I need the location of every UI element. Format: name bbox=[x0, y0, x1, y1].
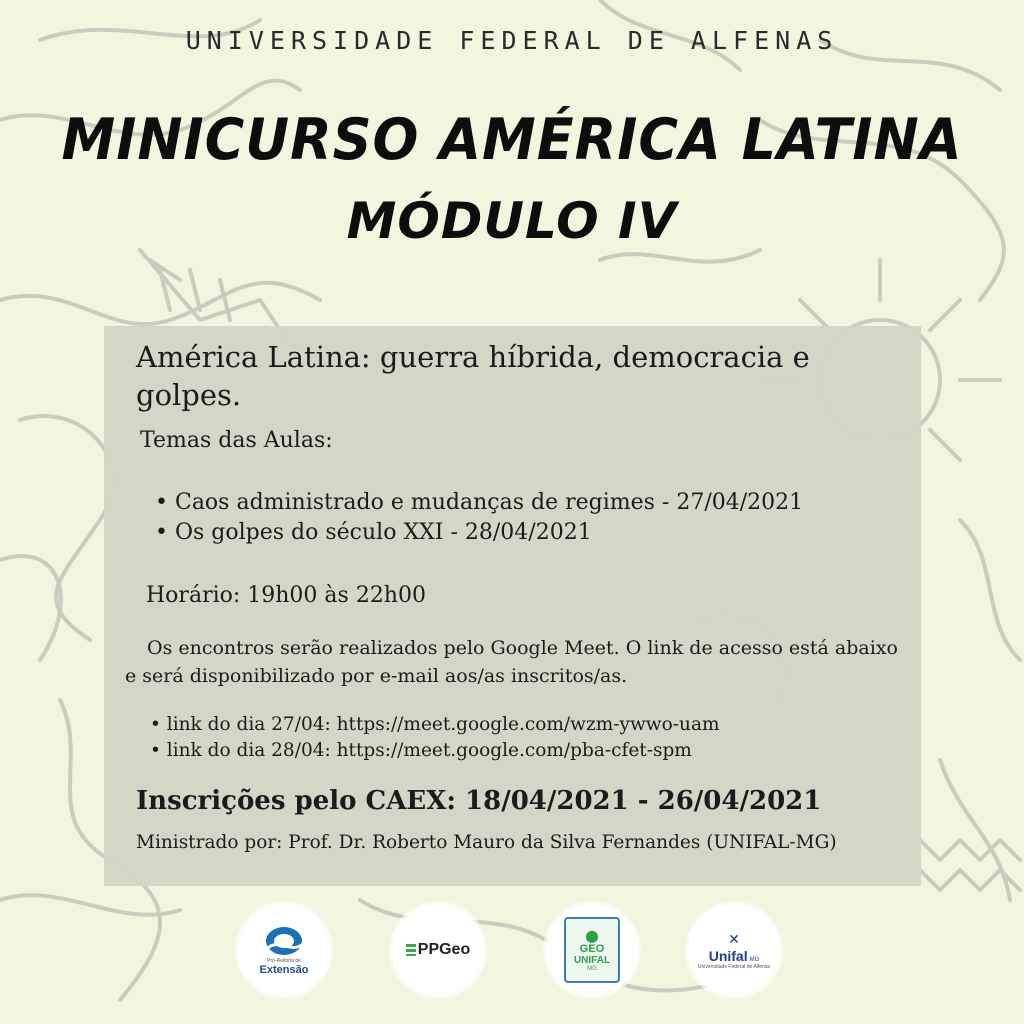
unifal-logo-text: Unifal bbox=[708, 947, 748, 964]
ppgeo-bars-icon bbox=[406, 944, 416, 956]
unifal-logo-sub: Universidade Federal de Alfenas bbox=[697, 963, 771, 970]
geo-logo-tag: MG bbox=[587, 965, 597, 972]
course-headline: América Latina: guerra híbrida, democracia e golpes. bbox=[136, 340, 810, 412]
meeting-info: Os encontros serão realizados pelo Google Meet. O link de acesso está abaixo e será disponibilizado por e-mail aos/as inscritos/as. bbox=[125, 637, 898, 687]
instructor: Ministrado por: Prof. Dr. Roberto Mauro da Silva Fernandes (UNIFAL-MG) bbox=[136, 832, 837, 853]
meeting-link[interactable]: • link do dia 28/04: https://meet.google.com/pba-cfet-spm bbox=[150, 738, 720, 764]
topics-list bbox=[155, 488, 803, 548]
extensao-logo bbox=[238, 904, 330, 996]
meeting-link[interactable]: • link do dia 27/04: https://meet.google.com/wzm-ywwo-uam bbox=[150, 712, 720, 738]
extensao-logo-line2: Extensão bbox=[259, 964, 309, 976]
schedule-time: Horário: 19h00 às 22h00 bbox=[146, 583, 426, 608]
geo-logo-top: GEO bbox=[579, 942, 605, 955]
geo-logo-bottom: UNIFAL bbox=[573, 954, 611, 966]
course-title: MINICURSO AMÉRICA LATINA bbox=[61, 106, 963, 173]
unifal-logo-tag: MG bbox=[749, 956, 760, 963]
ppgeo-logo bbox=[392, 904, 484, 996]
topic-item: • Os golpes do século XXI - 28/04/2021 bbox=[155, 518, 803, 548]
topic-item: • Caos administrado e mudanças de regimes - 27/04/2021 bbox=[155, 488, 803, 518]
unifal-cross-icon: ✕ bbox=[728, 930, 740, 947]
geo-unifal-logo bbox=[546, 904, 638, 996]
extensao-swirl-icon bbox=[263, 924, 305, 958]
registration-dates: Inscrições pelo CAEX: 18/04/2021 - 26/04/2021 bbox=[136, 786, 822, 816]
topics-label: Temas das Aulas: bbox=[140, 428, 333, 453]
map-pin-icon: ⬤ bbox=[585, 928, 599, 943]
unifal-logo bbox=[688, 904, 780, 996]
module-title: MÓDULO IV bbox=[346, 192, 678, 250]
university-name: UNIVERSIDADE FEDERAL DE ALFENAS bbox=[185, 26, 839, 55]
meeting-links-list bbox=[150, 712, 720, 764]
extensao-logo-line1: Pró-Reitoria de bbox=[267, 958, 301, 964]
ppgeo-logo-text: PPGeo bbox=[417, 941, 471, 958]
